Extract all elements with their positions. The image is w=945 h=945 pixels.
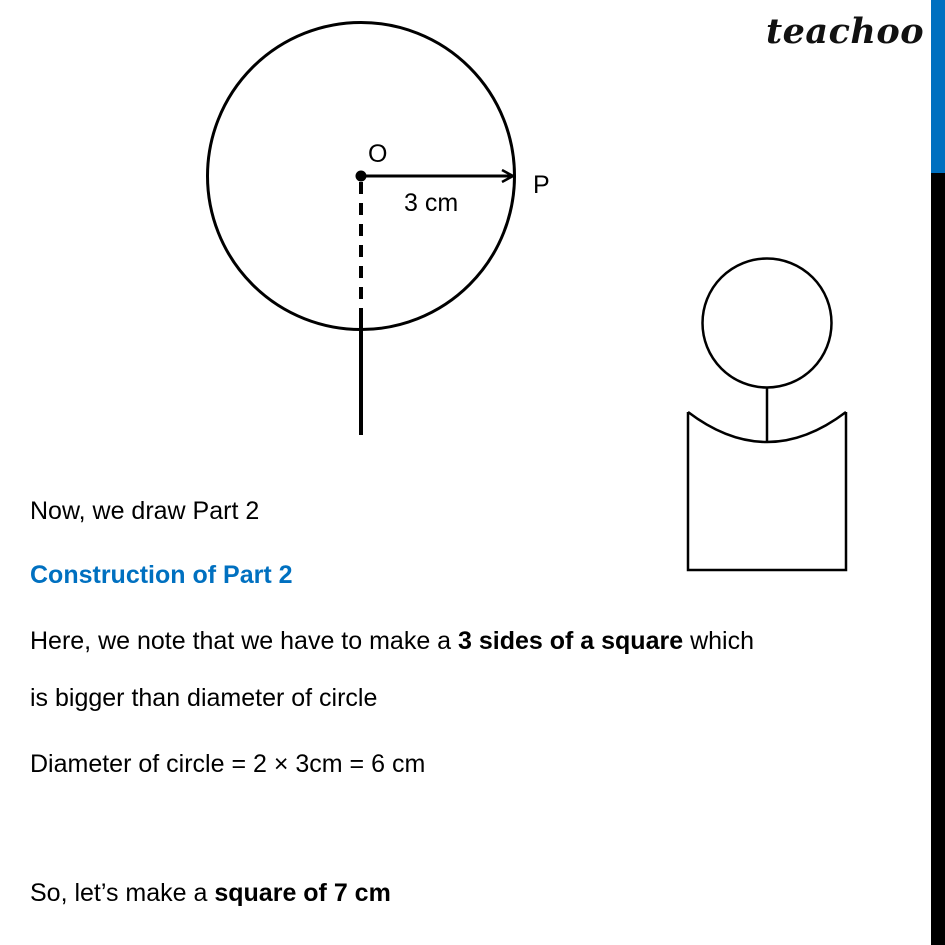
conclusion-bold: square of 7 cm [214,879,391,907]
label-P: P [533,171,550,199]
explanation-continued: is bigger than diameter of circle [30,684,378,712]
preview-head-circle [703,259,832,388]
section-heading [30,560,293,590]
explanation-line-2 [30,683,377,713]
explanation-post: which [683,627,754,655]
label-O: O [368,140,388,168]
conclusion-pre: So, let’s make a [30,879,215,907]
conclusion-line [30,878,391,908]
diameter-text: Diameter of circle = 2 × 3cm = 6 cm [30,750,426,778]
diameter-line [30,749,425,779]
intro-line [30,496,259,526]
explanation-pre: Here, we note that we have to make a [30,627,459,655]
label-radius: 3 cm [404,189,459,217]
explanation-bold: 3 sides of a square [458,627,684,655]
center-point-O [356,171,367,182]
explanation-line-1 [30,626,754,656]
heading-text: Construction of Part 2 [30,561,293,589]
intro-text: Now, we draw Part 2 [30,497,260,525]
teachoo-logo: teachoo [766,11,925,52]
